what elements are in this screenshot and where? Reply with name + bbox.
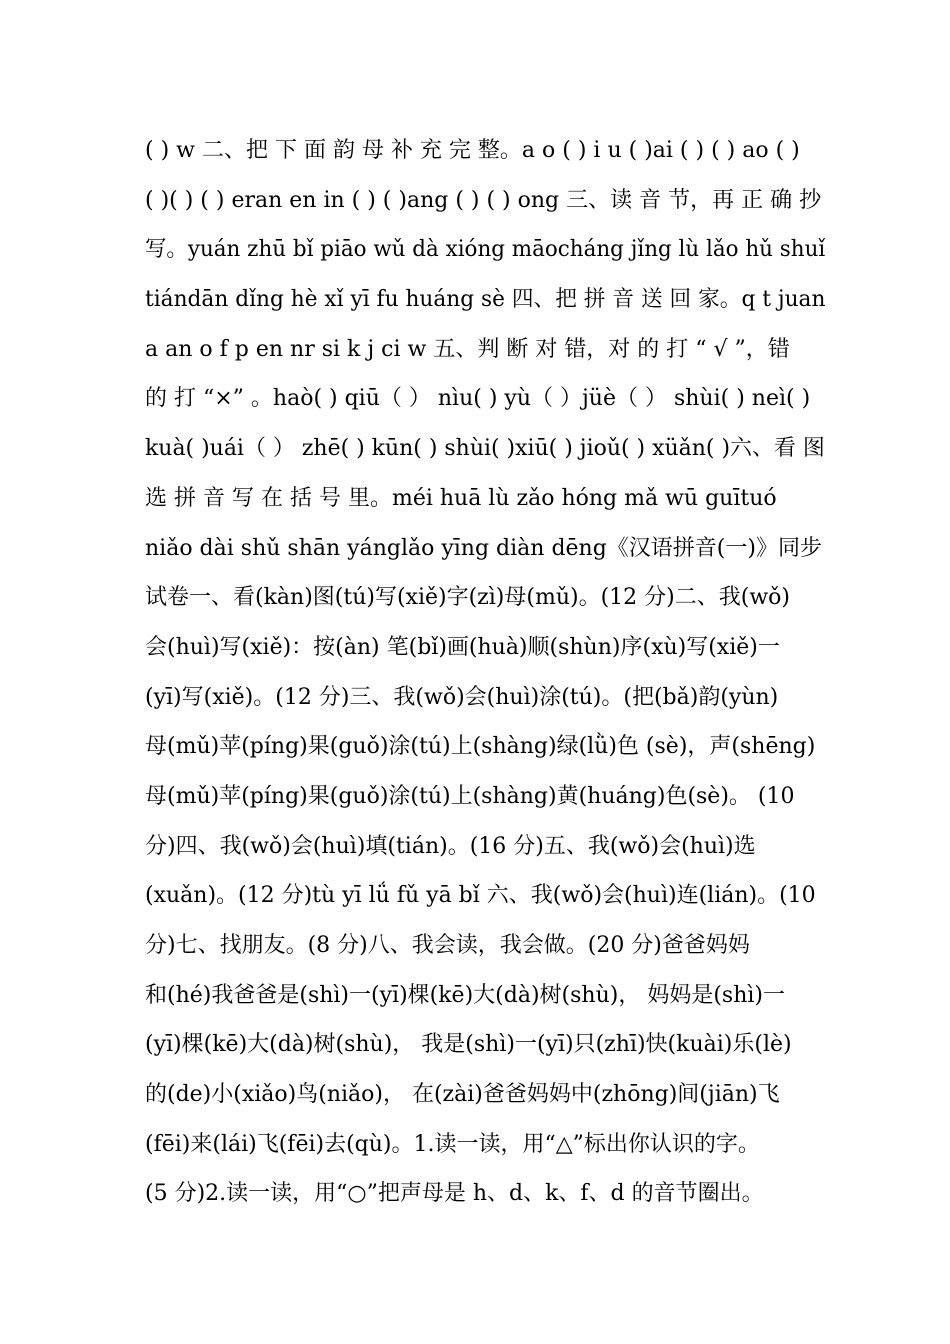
- text-line: 会(huì)写(xiě)：按(àn) 笔(bǐ)画(huà)顺(shùn)序(xù)写(xiě)一: [145, 634, 780, 660]
- text-line: 母(mǔ)苹(píng)果(guǒ)涂(tú)上(shàng)黄(huáng)色(sè)。 (10: [145, 783, 795, 809]
- text-line: 和(hé)我爸爸是(shì)一(yī)棵(kē)大(dà)树(shù)， 妈妈是(shì)一: [145, 982, 785, 1008]
- text-line: 的 打 “×” 。haò( ) qiū（ ） nìu( ) yù（ ）jüè（ ） shùi( ) neì( ): [145, 386, 811, 412]
- text-line: 试卷一、看(kàn)图(tú)写(xiě)字(zì)母(mǔ)。(12 分)二、我(wǒ): [145, 585, 790, 611]
- text-line: (yī)写(xiě)。(12 分)三、我(wǒ)会(huì)涂(tú)。(把(bǎ)韵(yùn): [145, 684, 779, 710]
- text-line: (xuǎn)。(12 分)tù yī lǘ fǔ yā bǐ 六、我(wǒ)会(huì)连(lián)。(10: [145, 883, 816, 909]
- text-line: niǎo dài shǔ shān yánglǎo yīng diàn dēng《汉语拼音(一)》同步: [145, 535, 822, 561]
- text-line: 母(mǔ)苹(píng)果(guǒ)涂(tú)上(shàng)绿(lǜ)色 (sè)，声(shēng): [145, 734, 816, 760]
- document-body: [145, 126, 825, 1219]
- text-line: 分)四、我(wǒ)会(huì)填(tián)。(16 分)五、我(wǒ)会(huì)选: [145, 833, 756, 859]
- text-line: (5 分)2.读一读，用“○”把声母是 h、d、k、f、d 的音节圈出。: [145, 1181, 764, 1207]
- text-line: tiándān dǐng hè xǐ yī fu huáng sè 四、把 拼 音 送 回 家。q t juan: [145, 287, 826, 313]
- text-line: a an o f p en nr si k j ci w 五、判 断 对 错，对 的 打 “ √ ”，错: [145, 336, 790, 362]
- text-line: (yī)棵(kē)大(dà)树(shù)， 我是(shì)一(yī)只(zhī)快(kuài)乐(lè): [145, 1032, 792, 1058]
- text-line: ( ) w 二、把 下 面 韵 母 补 充 完 整。a o ( ) i u ( )ai ( ) ( ) ao ( ): [145, 138, 800, 163]
- text-line: 的(de)小(xiǎo)鸟(niǎo)， 在(zài)爸爸妈妈中(zhōng)间(jiān)飞: [145, 1082, 780, 1108]
- text-line: 分)七、找朋友。(8 分)八、我会读，我会做。(20 分)爸爸妈妈: [145, 933, 750, 958]
- text-line: kuà( )uái（ ） zhē( ) kūn( ) shùi( )xiū( ) jioǔ( ) xüǎn( )六、看 图: [145, 436, 825, 462]
- text-line: ( )( ) ( ) eran en in ( ) ( )ang ( ) ( ) ong 三、读 音 节，再 正 确 抄: [145, 187, 822, 213]
- text-line: (fēi)来(lái)飞(fēi)去(qù)。1.读一读，用“△”标出你认识的字。: [145, 1131, 760, 1157]
- text-line: 写。yuán zhū bǐ piāo wǔ dà xióng māocháng jǐng lù lǎo hǔ shuǐ: [145, 237, 826, 263]
- text-line: 选 拼 音 写 在 括 号 里。méi huā lù zǎo hóng mǎ wū guītuó: [145, 485, 777, 511]
